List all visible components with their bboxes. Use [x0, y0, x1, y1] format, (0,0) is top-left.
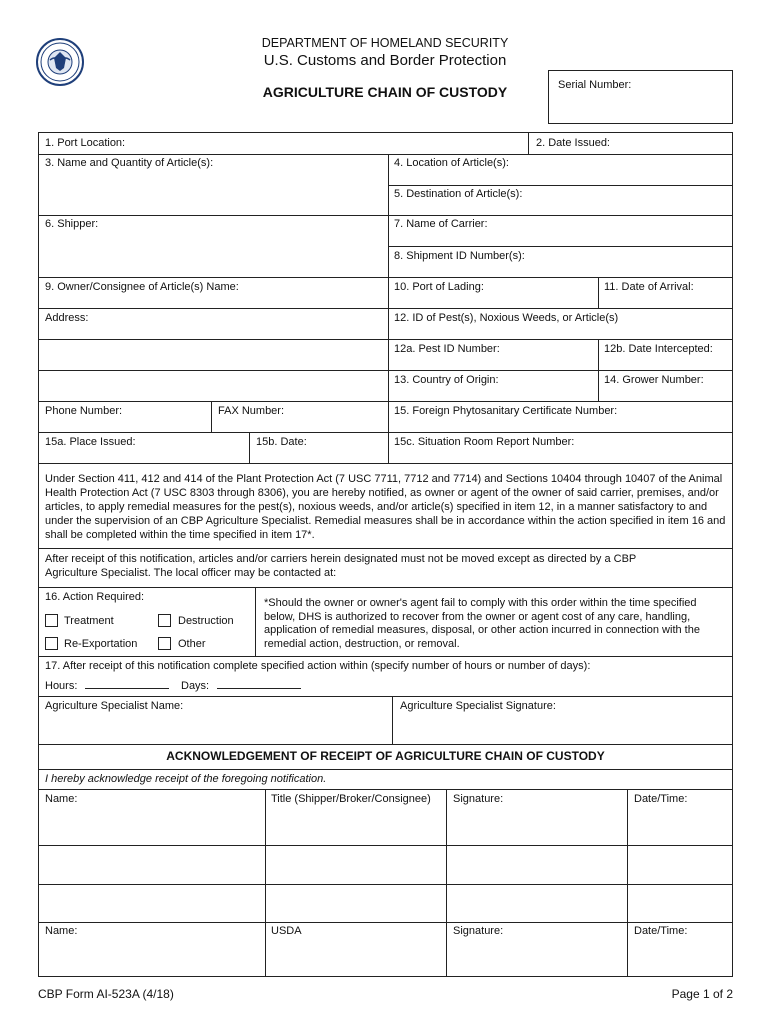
destination-articles-field[interactable]: 5. Destination of Article(s): — [394, 188, 523, 200]
noncompliance-note: *Should the owner or owner's agent fail to comply with this order within the time specified below, DHS is authorized to recover from the owner or agent cost of any care, handling, application of remedial measures, disposal, or other action incurred in connection with the remedial action, destruction, or removal. — [264, 597, 700, 650]
page-number: Page 1 of 2 — [671, 987, 733, 1001]
specialist-signature-field[interactable]: Agriculture Specialist Signature: — [400, 700, 556, 712]
action-required-label: 16. Action Required: — [45, 591, 145, 603]
days-line[interactable] — [217, 678, 301, 689]
acknowledgement-statement: I hereby acknowledge receipt of the foregoing notification. — [45, 773, 327, 785]
situation-room-field[interactable]: 15c. Situation Room Report Number: — [394, 436, 575, 448]
destruction-checkbox[interactable] — [158, 614, 171, 627]
movement-paragraph: After receipt of this notification, articles and/or carriers herein designated must not be moved except as directed by a CBP Agriculture Specialist. The local officer may be contacted at: — [45, 553, 637, 579]
other-checkbox[interactable] — [158, 637, 171, 650]
port-location-field[interactable]: 1. Port Location: — [45, 137, 126, 149]
fax-field[interactable]: FAX Number: — [218, 405, 285, 417]
form-title: AGRICULTURE CHAIN OF CUSTODY — [262, 84, 508, 100]
usda-signature-field[interactable]: Signature: — [453, 925, 504, 937]
ack-title-field[interactable]: Title (Shipper/Broker/Consignee) — [271, 793, 431, 805]
days-field[interactable] — [181, 678, 301, 693]
usda-label: USDA — [271, 925, 302, 937]
name-carrier-field[interactable]: 7. Name of Carrier: — [394, 218, 488, 230]
treatment-label: Treatment — [64, 615, 114, 627]
name-quantity-field[interactable]: 3. Name and Quantity of Article(s): — [45, 157, 214, 169]
hours-field[interactable] — [45, 678, 169, 693]
completion-label: 17. After receipt of this notification complete specified action within (specify number of hours or number of days): — [45, 660, 591, 672]
date-intercepted-field[interactable]: 12b. Date Intercepted: — [604, 343, 713, 355]
serial-number-label: Serial Number: — [558, 79, 632, 91]
hours-line[interactable] — [85, 678, 169, 689]
date-15b-field[interactable]: 15b. Date: — [256, 436, 307, 448]
pest-id-number-field[interactable]: 12a. Pest ID Number: — [394, 343, 500, 355]
place-issued-field[interactable]: 15a. Place Issued: — [45, 436, 136, 448]
location-articles-field[interactable]: 4. Location of Article(s): — [394, 157, 509, 169]
treatment-checkbox[interactable] — [45, 614, 58, 627]
re-exportation-label: Re-Exportation — [64, 638, 138, 650]
port-lading-field[interactable]: 10. Port of Lading: — [394, 281, 484, 293]
usda-datetime-field[interactable]: Date/Time: — [634, 925, 688, 937]
date-arrival-field[interactable]: 11. Date of Arrival: — [604, 281, 694, 293]
pest-id-field[interactable]: 12. ID of Pest(s), Noxious Weeds, or Article(s) — [394, 312, 619, 324]
notice-paragraph: Under Section 411, 412 and 414 of the Plant Protection Act (7 USC 7711, 7712 and 7714) and Sections 10404 through 10407 of the Animal Health Protection Act (7 USC 8303 through 8306), you are hereby notified, as owner or agent of the owner of said carrier, premises, and/or articles, to apply remedial measures for the pest(s), noxious weeds, and/or article(s) specified in item 12, in a manner satisfactory to and under the supervision of an CBP Agriculture Specialist. Remedial measures shall be in accordance within the action specified in item 16 and shall be completed within the time specified in item 17*. — [45, 473, 726, 541]
phone-field[interactable]: Phone Number: — [45, 405, 123, 417]
form-id: CBP Form AI-523A (4/18) — [38, 987, 174, 1001]
grower-number-field[interactable]: 14. Grower Number: — [604, 374, 704, 386]
ack-datetime-field[interactable]: Date/Time: — [634, 793, 688, 805]
destruction-label: Destruction — [178, 615, 234, 627]
shipment-id-field[interactable]: 8. Shipment ID Number(s): — [394, 250, 525, 262]
ack-signature-field[interactable]: Signature: — [453, 793, 504, 805]
hours-label: Hours: — [45, 680, 78, 692]
department-name: DEPARTMENT OF HOMELAND SECURITY — [261, 36, 509, 50]
shipper-field[interactable]: 6. Shipper: — [45, 218, 99, 230]
address-field[interactable]: Address: — [45, 312, 89, 324]
date-issued-field[interactable]: 2. Date Issued: — [536, 137, 610, 149]
acknowledgement-title: ACKNOWLEDGEMENT OF RECEIPT OF AGRICULTURE CHAIN OF CUSTODY — [166, 749, 605, 763]
country-origin-field[interactable]: 13. Country of Origin: — [394, 374, 499, 386]
specialist-name-field[interactable]: Agriculture Specialist Name: — [45, 700, 184, 712]
days-label: Days: — [181, 680, 210, 692]
agency-name: U.S. Customs and Border Protection — [263, 52, 507, 69]
other-label: Other — [178, 638, 206, 650]
ack-name-field[interactable]: Name: — [45, 793, 78, 805]
usda-name-field[interactable]: Name: — [45, 925, 78, 937]
owner-consignee-field[interactable]: 9. Owner/Consignee of Article(s) Name: — [45, 281, 239, 293]
re-exportation-checkbox[interactable] — [45, 637, 58, 650]
phyto-cert-field[interactable]: 15. Foreign Phytosanitary Certificate Number: — [394, 405, 618, 417]
